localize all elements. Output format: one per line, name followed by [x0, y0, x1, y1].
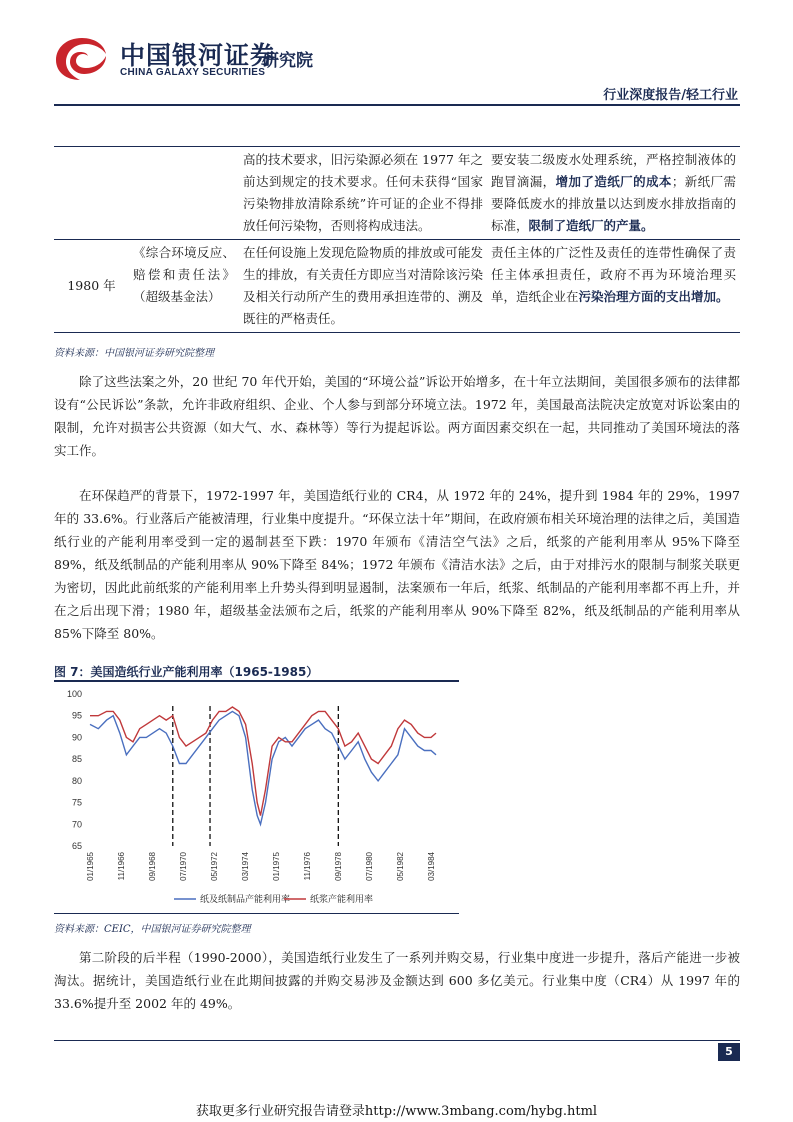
x-tick-label: 03/1984	[426, 852, 436, 881]
paragraph: 除了这些法案之外，20 世纪 70 年代开始，美国的“环境公益”诉讼开始增多，在十年立法期间，美国很多颁布的法律都设有“公民诉讼”条款，允许非政府组织、企业、个人参与到部分环境立法。1972 年，美国最高法院决定放宽对诉讼案由的限制，允许对损害公共资源（如大气、水、森林等）等行为提起诉讼。两方面因素交织在一起，共同推动了美国环境法的落实工作。	[54, 374, 740, 458]
figure-source: 资料来源：CEIC，中国银河证券研究院整理	[54, 924, 251, 935]
y-tick-label: 80	[71, 775, 82, 786]
x-tick-label: 09/1978	[333, 852, 343, 881]
x-tick-label: 07/1980	[364, 852, 374, 881]
x-tick-label: 05/1982	[395, 852, 405, 881]
header-divider	[54, 104, 740, 106]
y-tick-label: 75	[71, 797, 82, 808]
series-line-1	[90, 711, 436, 824]
impact-text: 要安装二级废水处理系统，严格控制液体的跑冒滴漏，	[491, 152, 736, 189]
y-tick-label: 85	[71, 754, 82, 765]
x-tick-label: 11/1966	[116, 852, 126, 881]
table-row	[54, 240, 740, 333]
figure-title: 图 7：美国造纸行业产能利用率（1965-1985）	[54, 665, 319, 679]
capacity-utilization-chart	[54, 684, 474, 914]
footer-divider	[54, 1040, 740, 1041]
x-tick-label: 01/1975	[271, 852, 281, 881]
y-tick-label: 90	[71, 732, 82, 743]
table-row	[54, 147, 740, 240]
x-tick-label: 01/1965	[86, 852, 95, 881]
table-cell-content: 在任何设施上发现危险物质的排放或可能发生的排放，有关责任方即应当对清除该污染及相关行动所产生的费用承担连带的、溯及既往的严格责任。	[239, 240, 487, 333]
table-cell-year	[54, 147, 129, 240]
page-header	[0, 0, 793, 110]
x-tick-label: 07/1970	[178, 852, 188, 881]
logo-english-name: CHINA GALAXY SECURITIES	[120, 67, 266, 78]
x-tick-label: 11/1976	[302, 852, 312, 881]
table-cell-impact	[487, 240, 740, 333]
impact-highlight: 增加了造纸厂的成本	[555, 174, 672, 189]
environmental-law-table	[54, 146, 740, 333]
paragraph: 第二阶段的后半程（1990-2000），美国造纸行业发生了一系列并购交易，行业集中度进一步提升，落后产能进一步被淘汰。据统计，美国造纸行业在此期间披露的并购交易涉及金额达到 600 多亿美元。行业集中度（CR4）从 1997 年的 33.6%提升至 2002 年的 49%。	[54, 950, 740, 1011]
y-tick-label: 65	[71, 841, 82, 851]
table-cell-impact	[487, 147, 740, 240]
legend-label: 纸浆产能利用率	[310, 895, 374, 905]
impact-highlight: 限制了造纸厂的产量。	[528, 218, 654, 233]
figure-bottom-rule	[54, 913, 459, 914]
impact-text: 责任主体的广泛性及责任的连带性确保了责任主体承担责任，政府不再为环境治理买单，造纸企业在	[491, 245, 736, 304]
series-line-2	[90, 707, 436, 816]
table-cell-year: 1980 年	[54, 240, 129, 333]
legend-label: 纸及纸制品产能利用率	[200, 895, 291, 905]
y-tick-label: 95	[71, 710, 82, 721]
page-number: 5	[718, 1043, 740, 1061]
logo-chinese-name: 中国银河证券	[120, 41, 277, 70]
impact-text: ；新纸厂需要降低废水的排放量以达到废水排放指南的标准，	[491, 174, 736, 233]
x-tick-label: 09/1968	[147, 852, 157, 881]
y-tick-label: 70	[71, 819, 82, 830]
galaxy-logo-icon	[52, 34, 110, 82]
impact-highlight: 污染治理方面的支出增加。	[578, 289, 729, 304]
table-cell-content: 高的技术要求，旧污染源必须在 1977 年之前达到规定的技术要求。任何未获得“国家污染物排放清除系统”许可证的企业不得排放任何污染物，否则将构成违法。	[239, 147, 487, 240]
figure-top-rule	[54, 680, 459, 682]
table-cell-law: 《综合环境反应、赔偿和责任法》（超级基金法）	[129, 240, 239, 333]
x-tick-label: 05/1972	[209, 852, 219, 881]
report-category: 行业深度报告/轻工行业	[603, 88, 738, 103]
table-cell-law	[129, 147, 239, 240]
y-tick-label: 100	[66, 689, 82, 699]
footer-link[interactable]: 获取更多行业研究报告请登录http://www.3mbang.com/hybg.html	[195, 1104, 598, 1119]
institute-label: 研究院	[262, 51, 313, 71]
paragraph: 在环保趋严的背景下，1972-1997 年，美国造纸行业的 CR4，从 1972 年的 24%，提升到 1984 年的 29%，1997 年的 33.6%。行业落后产能被清理，行业集中度提升。“环保立法十年”期间，在政府颁布相关环境治理的法律之后，美国造纸行业的产能利用率受到一定的遏制甚至下跌：1970 年颁布《清洁空气法》之后，纸浆的产能利用率从 95%下降至 89%，纸及纸制品的产能利用率从 90%下降至 84%；1972 年颁布《清洁水法》之后，由于对排污水的限制与制浆关联更为密切，因此此前纸浆的产能利用率上升势头得到明显遏制，法案颁布一年后，纸浆、纸制品的产能利用率都不再上升，并在之后出现下滑；1980 年，超级基金法颁布之后，纸浆的产能利用率从 90%下降至 82%，纸及纸制品的产能利用率从 85%下降至 80%。	[54, 488, 740, 641]
x-tick-label: 03/1974	[240, 852, 250, 881]
table-source: 资料来源：中国银河证券研究院整理	[54, 348, 214, 359]
